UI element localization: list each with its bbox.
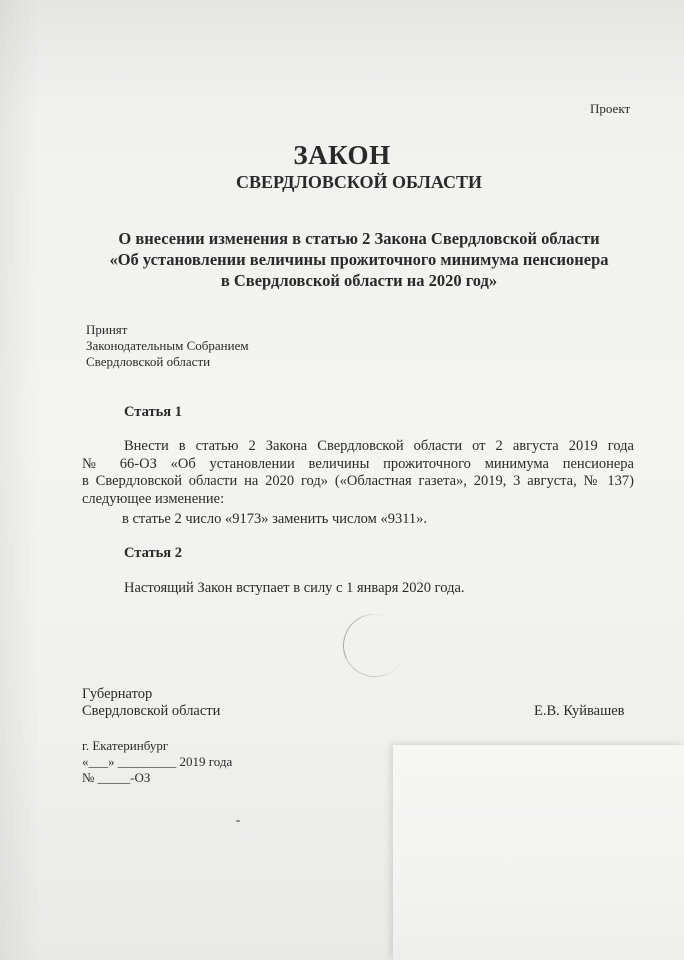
signatory-name: Е.В. Куйвашев (534, 703, 625, 719)
signatory-position-2: Свердловской области (82, 703, 221, 719)
article-1-amendment: в статье 2 число «9173» заменить числом «9311». (122, 511, 428, 527)
adopted-line-2: Законодательным Собранием (86, 338, 249, 353)
article-1-line-4: следующее изменение: (82, 490, 225, 507)
draft-label: Проект (590, 101, 631, 116)
faint-stamp-mark (334, 605, 415, 686)
footer-date: «___» _________ 2019 года (82, 754, 233, 769)
article-1-line-1: Внести в статью 2 Закона Свердловской области от 2 августа 2019 года (124, 438, 634, 454)
document-title: ЗАКОН (293, 140, 391, 170)
article-2-heading: Статья 2 (124, 545, 182, 561)
subject-line-2: «Об установлении величины прожиточного минимума пенсионера (109, 250, 609, 269)
article-1-line-2: № 66-ОЗ «Об установлении величины прожиточного минимума пенсионера (82, 455, 634, 472)
paper-speck (236, 820, 240, 822)
footer-city: г. Екатеринбург (82, 738, 169, 753)
article-1-heading: Статья 1 (124, 404, 182, 420)
overlapping-sheet (393, 745, 684, 960)
article-1-line-3: в Свердловской области на 2020 год» («Областная газета», 2019, 3 августа, № 137) (82, 473, 634, 489)
footer-number: № _____-ОЗ (82, 770, 151, 785)
adopted-line-1: Принят (86, 322, 128, 337)
subject-line-1: О внесении изменения в статью 2 Закона Свердловской области (118, 229, 600, 248)
article-2-text: Настоящий Закон вступает в силу с 1 января 2020 года. (124, 580, 465, 596)
document-region: СВЕРДЛОВСКОЙ ОБЛАСТИ (236, 172, 482, 192)
signatory-position-1: Губернатор (82, 686, 153, 702)
article-1-paragraph (82, 438, 634, 508)
adopted-line-3: Свердловской области (86, 354, 211, 369)
subject-line-3: в Свердловской области на 2020 год» (220, 271, 498, 290)
